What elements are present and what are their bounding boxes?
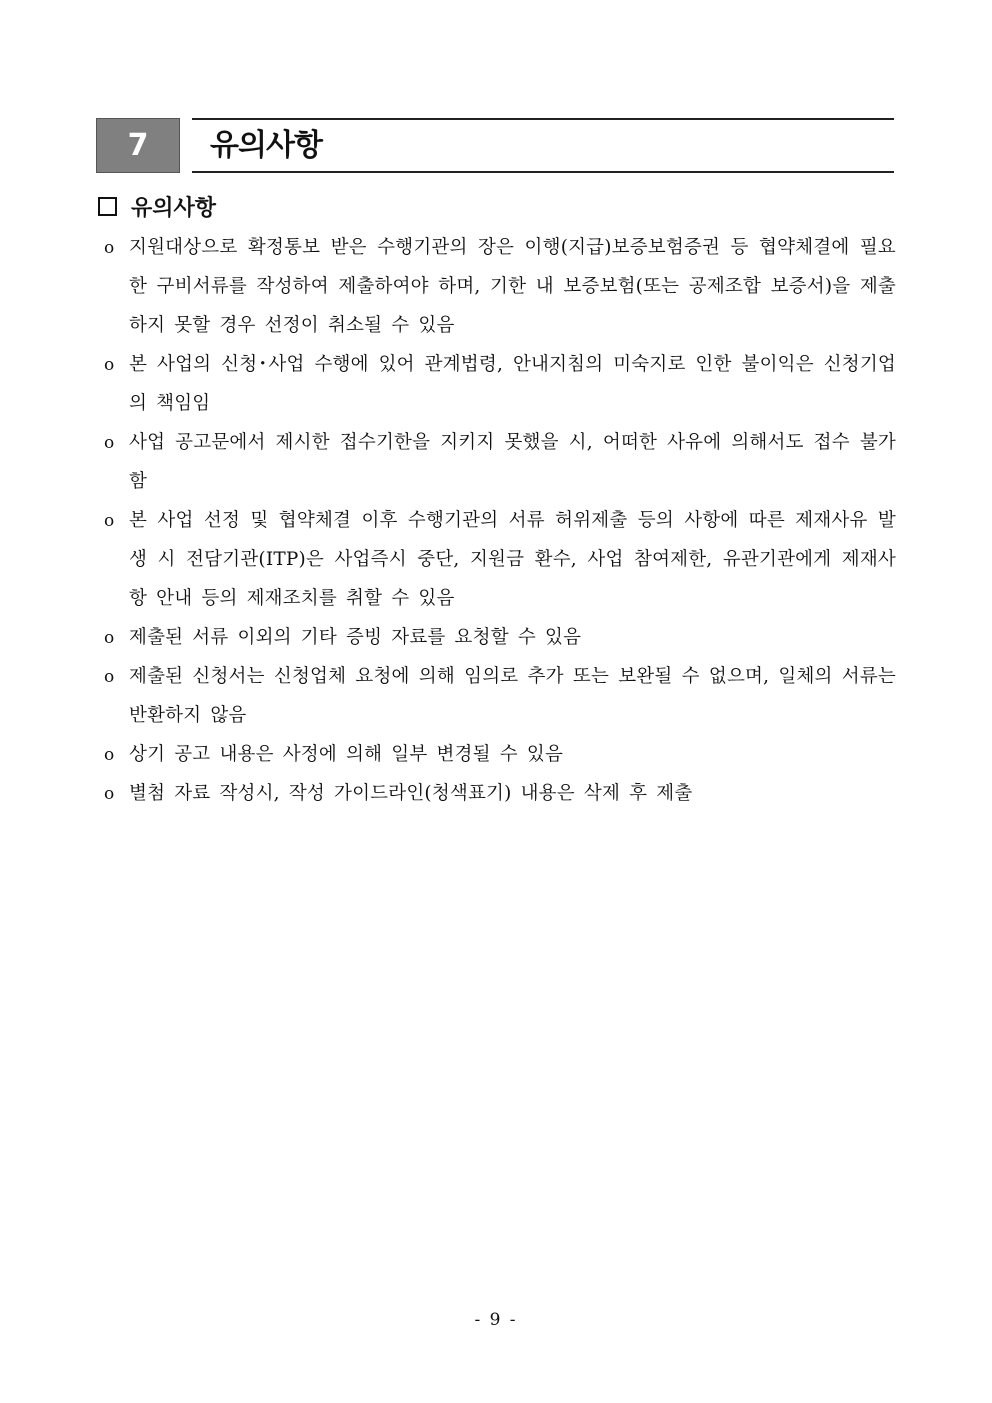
bullet-icon: o <box>104 238 115 258</box>
list-item <box>104 735 896 774</box>
list-item <box>104 423 896 501</box>
list-item-text: 제출된 서류 이외의 기타 증빙 자료를 요청할 수 있음 <box>129 627 582 648</box>
notice-list <box>104 228 896 813</box>
list-item <box>104 774 896 813</box>
list-item-text: 본 사업의 신청･사업 수행에 있어 관계법령, 안내지침의 미숙지로 인한 불이익은 신청기업의 책임임 <box>129 354 896 414</box>
list-item <box>104 618 896 657</box>
section-number-badge: 7 <box>96 118 180 173</box>
bullet-icon: o <box>104 628 115 648</box>
list-item-text: 제출된 신청서는 신청업체 요청에 의해 임의로 추가 또는 보완될 수 없으며, 일체의 서류는 반환하지 않음 <box>129 666 896 726</box>
section-title: 유의사항 <box>210 128 322 163</box>
list-item <box>104 228 896 345</box>
bullet-icon: o <box>104 784 115 804</box>
subheading-label: 유의사항 <box>131 195 217 221</box>
bullet-icon: o <box>104 667 115 687</box>
subheading <box>96 188 216 224</box>
list-item <box>104 657 896 735</box>
list-item <box>104 501 896 618</box>
list-item-text: 본 사업 선정 및 협약체결 이후 수행기관의 서류 허위제출 등의 사항에 따른 제재사유 발생 시 전담기관(ITP)은 사업즉시 중단, 지원금 환수, 사업 참여제한, 유관기관에게 제재사항 안내 등의 제재조치를 취할 수 있음 <box>129 510 896 609</box>
list-item <box>104 345 896 423</box>
section-header <box>96 118 894 173</box>
page-number: - 9 - <box>474 1310 518 1330</box>
checkbox-square-icon <box>98 197 117 216</box>
list-item-text: 상기 공고 내용은 사정에 의해 일부 변경될 수 있음 <box>129 744 564 765</box>
bullet-icon: o <box>104 511 115 531</box>
bullet-icon: o <box>104 355 115 375</box>
list-item-text: 별첨 자료 작성시, 작성 가이드라인(청색표기) 내용은 삭제 후 제출 <box>129 783 693 804</box>
section-title-box <box>192 118 894 173</box>
bullet-icon: o <box>104 433 115 453</box>
list-item-text: 사업 공고문에서 제시한 접수기한을 지키지 못했을 시, 어떠한 사유에 의해서도 접수 불가함 <box>129 432 896 492</box>
bullet-icon: o <box>104 745 115 765</box>
list-item-text: 지원대상으로 확정통보 받은 수행기관의 장은 이행(지급)보증보험증권 등 협약체결에 필요한 구비서류를 작성하여 제출하여야 하며, 기한 내 보증보험(또는 공제조합 보증서)을 제출하지 못할 경우 선정이 취소될 수 있음 <box>129 237 896 336</box>
